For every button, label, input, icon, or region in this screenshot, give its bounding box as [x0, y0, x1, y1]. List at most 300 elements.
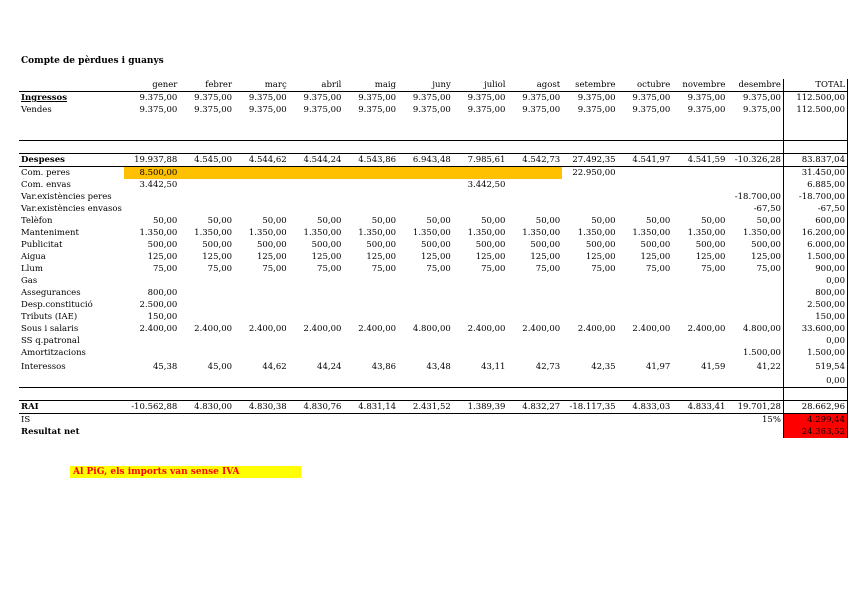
- value-cell: [398, 335, 453, 347]
- value-cell: [124, 335, 179, 347]
- value-cell: 4.544,62: [234, 154, 289, 167]
- value-cell: [179, 375, 234, 388]
- row-publicitat: [19, 239, 848, 251]
- header-month: abril: [289, 79, 344, 92]
- value-cell: 4.545,00: [179, 154, 234, 167]
- row-label: [19, 116, 124, 128]
- value-cell: 75,00: [317, 264, 342, 274]
- value-cell: [179, 179, 234, 191]
- value-cell: 4.833,41: [672, 401, 727, 414]
- row-resultat: [19, 426, 848, 438]
- value-cell: 9.375,00: [358, 93, 397, 103]
- value-cell: [234, 128, 289, 141]
- value-cell: [234, 191, 289, 203]
- value-cell: [618, 167, 673, 180]
- value-cell: 43,86: [371, 362, 397, 372]
- value-cell: [618, 203, 673, 215]
- value-cell: 75,00: [262, 264, 287, 274]
- value-cell: 44,62: [262, 362, 287, 372]
- value-cell: [562, 311, 617, 323]
- value-cell: 9.375,00: [522, 105, 561, 115]
- row-label: Com. envas: [21, 180, 71, 190]
- value-cell: [343, 275, 398, 287]
- vat-note: Al PiG, els imports van sense IVA: [70, 466, 301, 478]
- value-cell: 1.350,00: [194, 228, 233, 238]
- value-cell: 500,00: [475, 240, 506, 250]
- value-cell: 4.800,00: [412, 324, 451, 334]
- value-cell: [453, 347, 508, 359]
- value-cell: [562, 335, 617, 347]
- value-cell: -18.117,35: [562, 401, 617, 414]
- value-cell: [618, 414, 673, 427]
- total-cell: 0,00: [783, 275, 847, 287]
- value-cell: [234, 335, 289, 347]
- value-cell: [343, 335, 398, 347]
- value-cell: 125,00: [695, 252, 726, 262]
- value-cell: [179, 414, 234, 427]
- value-cell: 1.389,39: [453, 401, 508, 414]
- total-cell: [783, 116, 847, 128]
- value-cell: [727, 299, 783, 311]
- row-label: Desp.constitució: [21, 300, 93, 310]
- value-cell: [289, 414, 344, 427]
- value-cell: 125,00: [147, 252, 178, 262]
- value-cell: [453, 299, 508, 311]
- value-cell: 50,00: [701, 216, 726, 226]
- value-cell: 1.350,00: [358, 228, 397, 238]
- value-cell: 50,00: [756, 216, 781, 226]
- value-cell: [672, 141, 727, 154]
- row-gap1: [19, 116, 848, 128]
- value-cell: 9.375,00: [358, 105, 397, 115]
- value-cell: [618, 335, 673, 347]
- value-cell: -10.562,88: [124, 401, 179, 414]
- value-cell: 9.375,00: [687, 93, 726, 103]
- value-cell: [562, 388, 617, 401]
- value-cell: [672, 375, 727, 388]
- value-cell: 9.375,00: [467, 93, 506, 103]
- row-var-envasos: [19, 203, 848, 215]
- value-cell: 150,00: [147, 312, 178, 322]
- value-cell: 44,24: [317, 362, 342, 372]
- row-label: Ingressos: [21, 93, 68, 103]
- value-cell: 500,00: [640, 240, 671, 250]
- value-cell: 2.400,00: [467, 324, 506, 334]
- row-ss-patronal: [19, 335, 848, 347]
- value-cell: 75,00: [701, 264, 726, 274]
- value-cell: 41,59: [701, 362, 726, 372]
- value-cell: [179, 311, 234, 323]
- value-cell: [507, 335, 562, 347]
- value-cell: 125,00: [202, 252, 233, 262]
- value-cell: 9.375,00: [743, 93, 781, 103]
- total-cell: -67,50: [783, 203, 847, 215]
- row-label: [19, 375, 124, 388]
- value-cell: 500,00: [202, 240, 233, 250]
- value-cell: [453, 116, 508, 128]
- value-cell: [179, 141, 234, 154]
- value-cell: [124, 191, 179, 203]
- row-sous: [19, 323, 848, 335]
- value-cell: -67,50: [753, 204, 781, 214]
- value-cell: [562, 299, 617, 311]
- total-cell: 1.500,00: [783, 347, 847, 359]
- value-cell: 7.985,61: [453, 154, 508, 167]
- value-cell: [507, 179, 562, 191]
- value-cell: [507, 128, 562, 141]
- value-cell: [562, 203, 617, 215]
- value-cell: [124, 203, 179, 215]
- value-cell: [289, 141, 344, 154]
- row-label: Interessos: [21, 362, 66, 372]
- value-cell: [289, 426, 344, 438]
- value-cell: [727, 167, 783, 180]
- row-interessos: [19, 359, 848, 375]
- value-cell: [727, 375, 783, 388]
- value-cell: [289, 128, 344, 141]
- value-cell: [453, 335, 508, 347]
- value-cell: 1.350,00: [412, 228, 451, 238]
- value-cell: 125,00: [311, 252, 342, 262]
- value-cell: 2.400,00: [632, 324, 671, 334]
- value-cell: [234, 179, 289, 191]
- value-cell: [562, 347, 617, 359]
- header-month: juny: [398, 79, 453, 92]
- row-vendes: [19, 104, 848, 116]
- value-cell: 4.800,00: [743, 324, 781, 334]
- row-ingressos: [19, 92, 848, 105]
- value-cell: [179, 275, 234, 287]
- value-cell: 800,00: [147, 288, 178, 298]
- value-cell: [453, 167, 508, 180]
- row-label: Telèfon: [21, 216, 53, 226]
- value-cell: 6.943,48: [398, 154, 453, 167]
- value-cell: [453, 414, 508, 427]
- value-cell: [507, 191, 562, 203]
- total-cell: 6.000,00: [783, 239, 847, 251]
- row-label: [19, 388, 124, 401]
- value-cell: [398, 179, 453, 191]
- value-cell: [398, 141, 453, 154]
- value-cell: 41,97: [645, 362, 671, 372]
- value-cell: 27.492,35: [562, 154, 617, 167]
- value-cell: 2.500,00: [139, 300, 178, 310]
- value-cell: [672, 311, 727, 323]
- value-cell: 9.375,00: [632, 93, 671, 103]
- value-cell: [343, 116, 398, 128]
- value-cell: 4.541,59: [672, 154, 727, 167]
- value-cell: 4.542,73: [507, 154, 562, 167]
- value-cell: [124, 128, 179, 141]
- value-cell: 9.375,00: [577, 105, 616, 115]
- value-cell: [727, 116, 783, 128]
- value-cell: [289, 287, 344, 299]
- value-cell: 125,00: [256, 252, 287, 262]
- value-cell: [507, 141, 562, 154]
- value-cell: [179, 167, 234, 180]
- value-cell: [507, 287, 562, 299]
- value-cell: 2.400,00: [248, 324, 287, 334]
- value-cell: 500,00: [585, 240, 616, 250]
- value-cell: [672, 116, 727, 128]
- value-cell: 125,00: [366, 252, 397, 262]
- header-month: setembre: [562, 79, 617, 92]
- value-cell: 43,11: [481, 362, 506, 372]
- value-cell: [562, 375, 617, 388]
- value-cell: [124, 141, 179, 154]
- value-cell: 75,00: [426, 264, 451, 274]
- value-cell: [124, 347, 179, 359]
- value-cell: [507, 414, 562, 427]
- total-cell: 2.500,00: [783, 299, 847, 311]
- header-month: juliol: [453, 79, 508, 92]
- value-cell: [398, 388, 453, 401]
- value-cell: 19.937,88: [124, 154, 179, 167]
- row-gap2: [19, 128, 848, 141]
- value-cell: [289, 388, 344, 401]
- value-cell: 75,00: [645, 264, 671, 274]
- value-cell: [343, 311, 398, 323]
- value-cell: 9.375,00: [194, 93, 233, 103]
- header-month: gener: [124, 79, 179, 92]
- row-com-envas: [19, 179, 848, 191]
- value-cell: 1.350,00: [577, 228, 616, 238]
- value-cell: [672, 414, 727, 427]
- row-label: Gas: [21, 276, 38, 286]
- value-cell: [343, 299, 398, 311]
- value-cell: 50,00: [591, 216, 616, 226]
- value-cell: 50,00: [481, 216, 506, 226]
- value-cell: 125,00: [530, 252, 561, 262]
- total-cell: 112.500,00: [783, 92, 847, 105]
- row-label: [19, 141, 124, 154]
- value-cell: 4.830,00: [179, 401, 234, 414]
- value-cell: [179, 128, 234, 141]
- value-cell: 75,00: [207, 264, 233, 274]
- value-cell: [289, 275, 344, 287]
- value-cell: [618, 347, 673, 359]
- value-cell: 9.375,00: [743, 105, 781, 115]
- total-cell: 600,00: [783, 215, 847, 227]
- value-cell: [672, 426, 727, 438]
- value-cell: 9.375,00: [139, 93, 178, 103]
- row-com-peres: [19, 167, 848, 180]
- value-cell: 50,00: [152, 216, 178, 226]
- value-cell: [727, 335, 783, 347]
- value-cell: [562, 287, 617, 299]
- value-cell: [618, 299, 673, 311]
- row-desp-constitucio: [19, 299, 848, 311]
- value-cell: [179, 299, 234, 311]
- value-cell: 125,00: [640, 252, 671, 262]
- value-cell: [507, 299, 562, 311]
- value-cell: [289, 203, 344, 215]
- row-label: Var.existències peres: [21, 192, 112, 202]
- value-cell: [343, 191, 398, 203]
- header-month: març: [234, 79, 289, 92]
- value-cell: [453, 128, 508, 141]
- value-cell: [727, 141, 783, 154]
- value-cell: 75,00: [371, 264, 397, 274]
- value-cell: 4.830,38: [234, 401, 289, 414]
- value-cell: [672, 335, 727, 347]
- value-cell: -10.326,28: [727, 154, 783, 167]
- value-cell: [727, 179, 783, 191]
- value-cell: [234, 347, 289, 359]
- value-cell: 4.541,97: [618, 154, 673, 167]
- value-cell: [398, 299, 453, 311]
- total-cell: 31.450,00: [783, 167, 847, 180]
- sheet-title: Compte de pèrdues i guanys: [21, 56, 164, 66]
- header-month: novembre: [672, 79, 727, 92]
- value-cell: [507, 116, 562, 128]
- value-cell: [562, 128, 617, 141]
- value-cell: [453, 388, 508, 401]
- value-cell: 1.350,00: [743, 228, 781, 238]
- value-cell: [234, 203, 289, 215]
- row-label: Vendes: [21, 105, 52, 115]
- value-cell: 45,00: [207, 362, 233, 372]
- total-cell: 33.600,00: [783, 323, 847, 335]
- row-telefon: [19, 215, 848, 227]
- value-cell: 50,00: [426, 216, 451, 226]
- value-cell: [727, 287, 783, 299]
- value-cell: [618, 179, 673, 191]
- value-cell: 4.544,24: [289, 154, 344, 167]
- row-label: RAI: [19, 401, 124, 414]
- value-cell: 9.375,00: [139, 105, 178, 115]
- value-cell: [453, 141, 508, 154]
- value-cell: [234, 287, 289, 299]
- value-cell: 75,00: [535, 264, 561, 274]
- value-cell: 75,00: [152, 264, 178, 274]
- value-cell: 4.831,14: [343, 401, 398, 414]
- value-cell: [618, 275, 673, 287]
- value-cell: [124, 388, 179, 401]
- value-cell: 4.833,03: [618, 401, 673, 414]
- value-cell: 2.400,00: [139, 324, 178, 334]
- value-cell: [343, 414, 398, 427]
- value-cell: [343, 287, 398, 299]
- value-cell: 9.375,00: [632, 105, 671, 115]
- value-cell: [507, 311, 562, 323]
- value-cell: 2.400,00: [577, 324, 616, 334]
- value-cell: 9.375,00: [303, 93, 342, 103]
- value-cell: [289, 375, 344, 388]
- value-cell: 50,00: [645, 216, 671, 226]
- row-label: SS q.patronal: [21, 336, 80, 346]
- value-cell: [453, 426, 508, 438]
- value-cell: [507, 167, 562, 180]
- value-cell: [618, 141, 673, 154]
- header-blank-cell: [19, 79, 124, 92]
- value-cell: 1.350,00: [467, 228, 506, 238]
- value-cell: [672, 287, 727, 299]
- value-cell: [234, 414, 289, 427]
- total-cell: -18.700,00: [783, 191, 847, 203]
- value-cell: [234, 375, 289, 388]
- value-cell: [234, 426, 289, 438]
- value-cell: [289, 116, 344, 128]
- total-cell: 28.662,96: [783, 401, 847, 414]
- value-cell: [343, 375, 398, 388]
- value-cell: [727, 128, 783, 141]
- value-cell: 1.350,00: [687, 228, 726, 238]
- value-cell: [179, 287, 234, 299]
- value-cell: 50,00: [371, 216, 397, 226]
- row-label: Despeses: [19, 154, 124, 167]
- total-cell: 150,00: [783, 311, 847, 323]
- total-cell: 4.299,44: [783, 414, 847, 427]
- value-cell: 75,00: [591, 264, 616, 274]
- value-cell: [343, 141, 398, 154]
- value-cell: [672, 179, 727, 191]
- value-cell: 2.431,52: [398, 401, 453, 414]
- value-cell: [179, 191, 234, 203]
- value-cell: 125,00: [475, 252, 506, 262]
- value-cell: 9.375,00: [303, 105, 342, 115]
- value-cell: 9.375,00: [412, 93, 451, 103]
- value-cell: 1.350,00: [248, 228, 287, 238]
- value-cell: [672, 203, 727, 215]
- row-llum: [19, 263, 848, 275]
- value-cell: [453, 191, 508, 203]
- total-cell: 6.885,00: [783, 179, 847, 191]
- value-cell: [562, 191, 617, 203]
- value-cell: [343, 347, 398, 359]
- value-cell: 19.701,28: [727, 401, 783, 414]
- value-cell: -18.700,00: [734, 192, 781, 202]
- total-cell: 900,00: [783, 263, 847, 275]
- value-cell: [179, 347, 234, 359]
- value-cell: [727, 311, 783, 323]
- value-cell: 50,00: [317, 216, 342, 226]
- value-cell: 42,73: [535, 362, 561, 372]
- value-cell: [124, 275, 179, 287]
- value-cell: [124, 375, 179, 388]
- row-gap5: [19, 388, 848, 401]
- value-cell: 4.832,27: [507, 401, 562, 414]
- header-month: maig: [343, 79, 398, 92]
- value-cell: 500,00: [256, 240, 287, 250]
- value-cell: [672, 191, 727, 203]
- row-assegurances: [19, 287, 848, 299]
- value-cell: [398, 347, 453, 359]
- value-cell: 500,00: [366, 240, 397, 250]
- value-cell: [179, 388, 234, 401]
- value-cell: [618, 426, 673, 438]
- value-cell: [234, 311, 289, 323]
- value-cell: 1.350,00: [303, 228, 342, 238]
- row-label: Com. peres: [21, 168, 71, 178]
- value-cell: [727, 426, 783, 438]
- total-cell: [783, 128, 847, 141]
- value-cell: [507, 388, 562, 401]
- value-cell: 1.500,00: [743, 348, 781, 358]
- value-cell: 22.950,00: [572, 168, 616, 178]
- value-cell: 2.400,00: [687, 324, 726, 334]
- value-cell: [618, 375, 673, 388]
- total-cell: 16.200,00: [783, 227, 847, 239]
- row-var-peres: [19, 191, 848, 203]
- value-cell: 3.442,50: [139, 180, 178, 190]
- value-cell: [343, 167, 398, 180]
- value-cell: [618, 191, 673, 203]
- value-cell: [618, 116, 673, 128]
- value-cell: [289, 347, 344, 359]
- row-label: Publicitat: [21, 240, 63, 250]
- value-cell: [234, 116, 289, 128]
